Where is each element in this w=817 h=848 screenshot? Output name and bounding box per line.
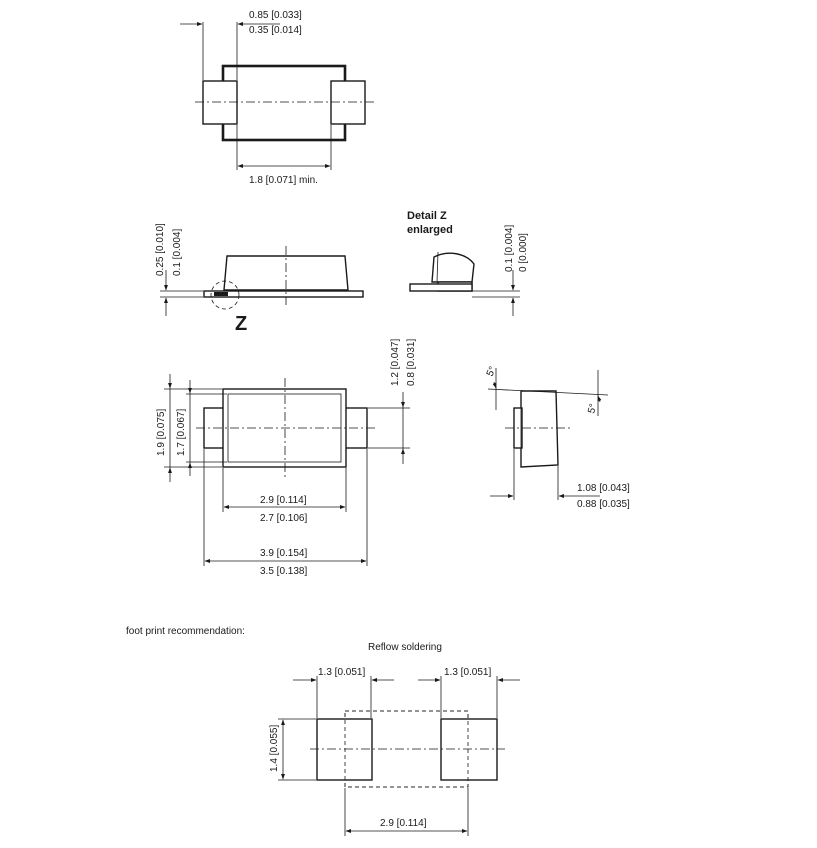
dim-pad-gap: 2.9 [0.114] — [380, 818, 427, 829]
dim-standoff-max: 0.1 [0.004] — [504, 224, 515, 272]
dim-tab-width-min: 0.8 [0.031] — [406, 338, 417, 386]
dim-standoff-min: 0 [0.000] — [518, 233, 529, 272]
dim-lead-thickness-min: 0.1 [0.004] — [172, 228, 183, 276]
dim-body-height-max: 1.08 [0.043] — [577, 483, 630, 494]
dim-tab-length-min: 0.35 [0.014] — [249, 25, 302, 36]
dim-body-length-min: 2.7 [0.106] — [260, 513, 308, 524]
footprint — [126, 626, 520, 836]
end-view — [485, 365, 630, 510]
top-view — [180, 10, 375, 186]
dim-pad-right-width: 1.3 [0.051] — [444, 667, 492, 678]
dim-total-length-max: 3.9 [0.154] — [260, 548, 308, 559]
footprint-left-pad — [317, 719, 372, 780]
dim-tab-width-max: 1.2 [0.047] — [390, 338, 401, 386]
dim-pad-left-width: 1.3 [0.051] — [318, 667, 366, 678]
detail-z-title: Detail Z — [407, 210, 447, 222]
top-view-left-tab — [203, 81, 237, 124]
detail-z-label: Z — [235, 313, 248, 335]
detail-z-body — [432, 253, 474, 282]
dim-body-length-max: 2.9 [0.114] — [260, 495, 307, 506]
end-view-body — [521, 391, 558, 467]
dim-total-length-min: 3.5 [0.138] — [260, 566, 308, 577]
detail-z-view — [407, 210, 529, 316]
dim-body-height-min: 0.88 [0.035] — [577, 499, 630, 510]
footprint-heading: foot print recommendation: — [126, 626, 245, 637]
top-view-right-tab — [331, 81, 365, 124]
angle-top: 5° — [484, 364, 499, 379]
top-view-body — [223, 66, 345, 140]
dim-lead-thickness-max: 0.25 [0.010] — [155, 223, 166, 276]
bottom-view — [156, 339, 417, 577]
footprint-subheading: Reflow soldering — [368, 642, 442, 653]
side-view — [155, 223, 363, 335]
angle-side: 5° — [586, 402, 600, 415]
detail-z-subtitle: enlarged — [407, 224, 453, 236]
footprint-right-pad — [441, 719, 497, 780]
dim-inner-min: 1.8 [0.071] min. — [249, 175, 318, 186]
dim-tab-length-max: 0.85 [0.033] — [249, 10, 302, 21]
dim-pad-height: 1.4 [0.055] — [269, 724, 280, 772]
dim-height-max: 1.9 [0.075] — [156, 408, 167, 456]
dim-height-min: 1.7 [0.067] — [176, 408, 187, 456]
